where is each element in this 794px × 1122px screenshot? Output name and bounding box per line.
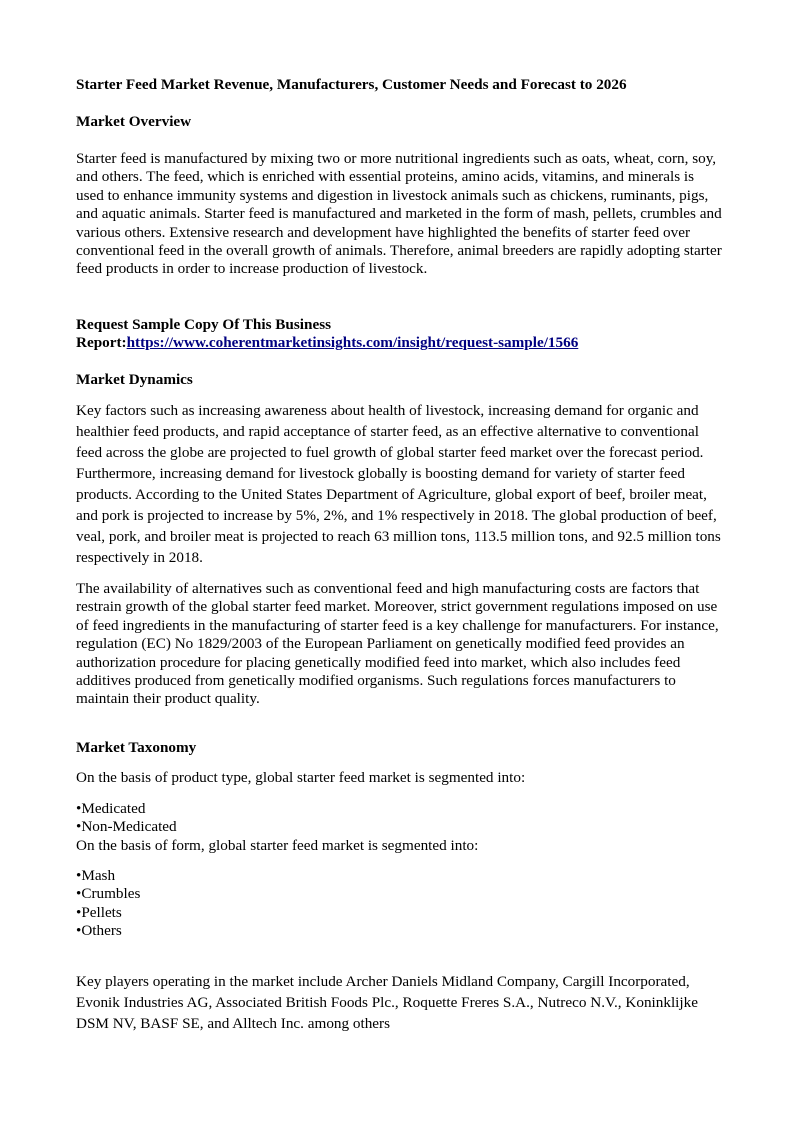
market-overview-heading: Market Overview: [76, 113, 192, 130]
list-item: •Medicated: [76, 800, 146, 817]
product-type-list: [76, 800, 478, 855]
market-taxonomy-heading: Market Taxonomy: [76, 739, 197, 756]
market-dynamics-paragraph-1: Key factors such as increasing awareness about health of livestock, increasing demand for organic and healthier feed products, and rapid acceptance of starter feed, as an effective alternative to conventional feed across the globe are projected to fuel growth of global starter feed market over the forecast period. Furthermore, increasing demand for livestock globally is boosting demand for variety of starter feed products. According to the United States Department of Agriculture, global export of beef, broiler meat, and pork is projected to increase by 5%, 2%, and 1% respectively in 2018. The global production of beef, veal, pork, and broiler meat is projected to reach 63 million tons, 113.5 million tons, and 92.5 million tons respectively in 2018.: [76, 402, 721, 566]
request-sample-line: Request Sample Copy Of This Business: [76, 316, 332, 333]
product-type-intro: On the basis of product type, global starter feed market is segmented into:: [76, 769, 526, 786]
request-sample-report-line: [76, 334, 722, 352]
document-title: Starter Feed Market Revenue, Manufacturers, Customer Needs and Forecast to 2026: [76, 76, 627, 93]
request-sample-block: [76, 316, 722, 353]
report-label: Report:: [76, 334, 127, 352]
form-list: [76, 867, 140, 941]
form-intro: On the basis of form, global starter feed market is segmented into:: [76, 836, 479, 854]
list-item: •Others: [76, 922, 122, 940]
market-dynamics-paragraph-2: The availability of alternatives such as conventional feed and high manufacturing costs are factors that restrain growth of the global starter feed market. Moreover, strict government regulations imposed on use of feed ingredients in the manufacturing of starter feed is a key challenge for manufacturers. For instance, regulation (EC) No 1829/2003 of the European Parliament on genetically modified feed provides an authorization procedure for placing genetically modified feed into market, which also includes feed additives produced from genetically modified organisms. Such regulations forces manufacturers to maintain their product quality.: [76, 580, 719, 708]
list-item: •Mash: [76, 867, 116, 884]
list-item: •Crumbles: [76, 885, 141, 903]
market-overview-paragraph: Starter feed is manufactured by mixing two or more nutritional ingredients such as oats, wheat, corn, soy, and others. The feed, which is enriched with essential proteins, amino acids, vitamins, and minerals is used to enhance immunity systems and digestion in livestock animals such as chickens, ruminants, pigs, and aquatic animals. Starter feed is manufactured and marketed in the form of mash, pellets, crumbles and various others. Extensive research and development have highlighted the benefits of starter feed over conventional feed in the overall growth of animals. Therefore, animal breeders are rapidly adopting starter feed products in order to increase production of livestock.: [76, 150, 722, 278]
request-sample-link[interactable]: https://www.coherentmarketinsights.com/insight/request-sample/1566: [126, 334, 579, 352]
key-players-paragraph: Key players operating in the market include Archer Daniels Midland Company, Cargill Incorporated, Evonik Industries AG, Associated British Foods Plc., Roquette Freres S.A., Nutreco N.V., Koninklijke DSM NV, BASF SE, and Alltech Inc. among others: [76, 973, 698, 1032]
market-dynamics-heading: Market Dynamics: [76, 371, 193, 388]
list-item: •Non-Medicated: [76, 818, 177, 836]
list-item: •Pellets: [76, 903, 122, 921]
